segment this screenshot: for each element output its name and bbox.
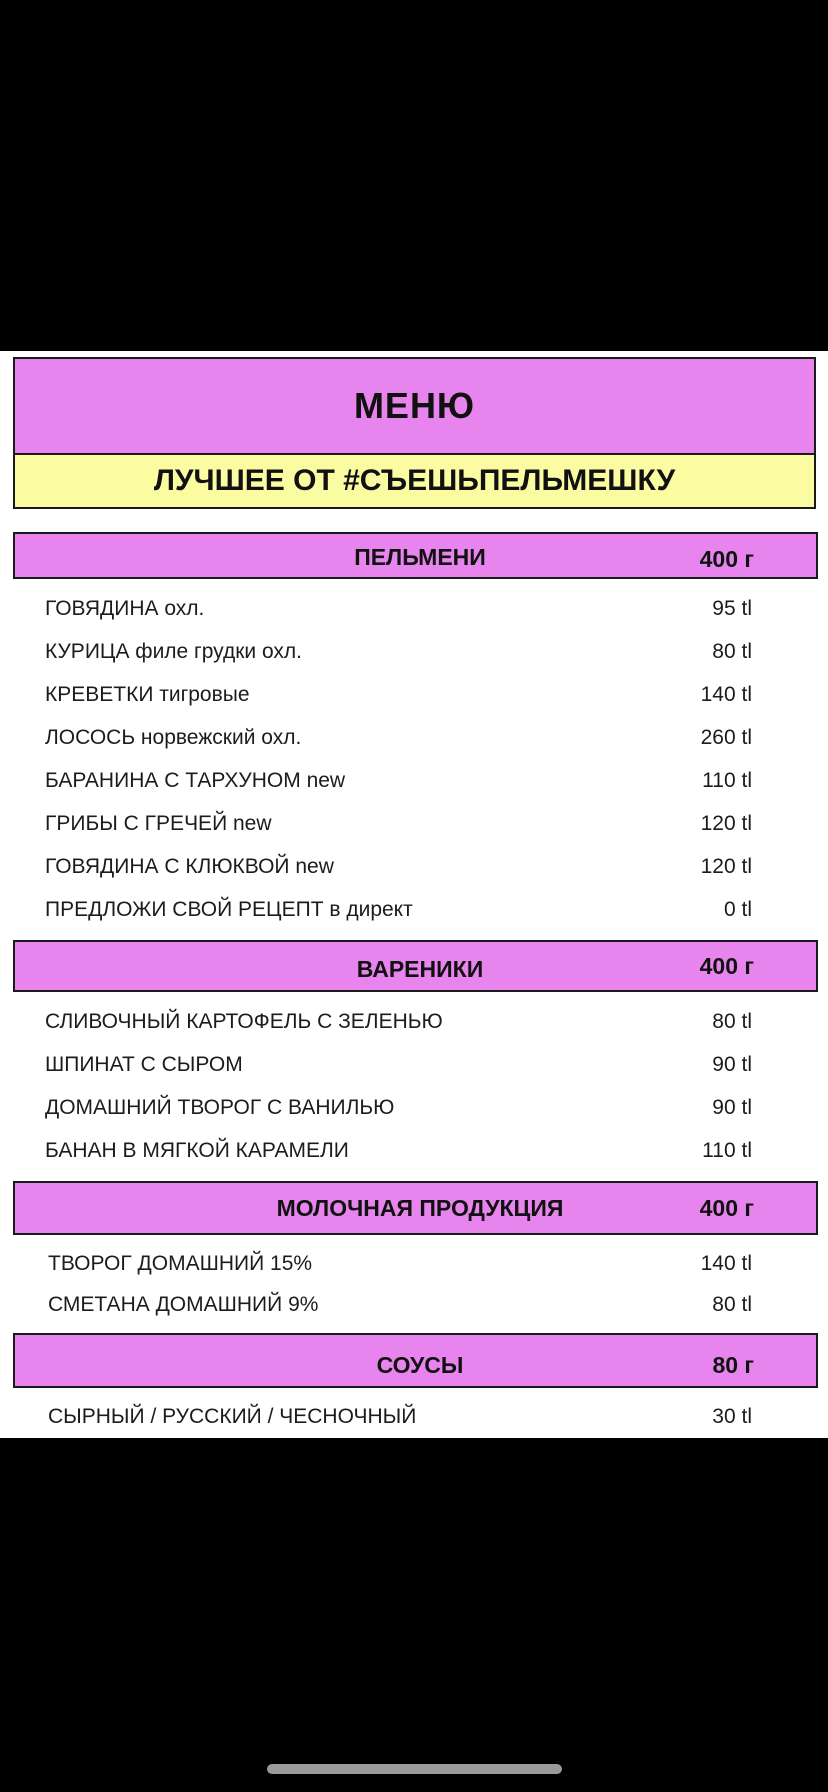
item-name: ДОМАШНИЙ ТВОРОГ С ВАНИЛЬЮ — [45, 1096, 395, 1119]
item-name: ГОВЯДИНА С КЛЮКВОЙ new — [45, 855, 334, 878]
item-name: КУРИЦА филе грудки охл. — [45, 640, 303, 663]
section-title: МОЛОЧНАЯ ПРОДУКЦИЯ — [276, 1195, 564, 1221]
section-header-dairy — [13, 1181, 818, 1235]
item-name: СМЕТАНА ДОМАШНИЙ 9% — [48, 1293, 319, 1316]
item-price: 120 tl — [700, 812, 752, 835]
item-price: 95 tl — [712, 597, 752, 620]
section-weight: 400 г — [699, 1195, 754, 1221]
item-name: ШПИНАТ С СЫРОМ — [45, 1053, 243, 1076]
menu-item — [0, 1252, 828, 1282]
section-weight: 80 г — [712, 1352, 754, 1378]
item-name: БАНАН В МЯГКОЙ КАРАМЕЛИ — [45, 1139, 349, 1162]
section-weight: 400 г — [699, 546, 754, 572]
menu-title-box — [13, 357, 816, 455]
section-header-pelmeni — [13, 532, 818, 579]
menu-item — [0, 640, 828, 670]
home-indicator[interactable] — [267, 1764, 562, 1774]
section-header-sauces — [13, 1333, 818, 1388]
item-name: СЛИВОЧНЫЙ КАРТОФЕЛЬ С ЗЕЛЕНЬЮ — [45, 1010, 443, 1033]
item-name: ЛОСОСЬ норвежский охл. — [45, 726, 302, 749]
item-name: ТВОРОГ ДОМАШНИЙ 15% — [48, 1252, 313, 1275]
menu-item — [0, 769, 828, 799]
menu-item — [0, 597, 828, 627]
item-price: 110 tl — [702, 769, 752, 792]
section-title: ПЕЛЬМЕНИ — [354, 544, 486, 570]
menu-item — [0, 1010, 828, 1040]
menu-item — [0, 812, 828, 842]
item-price: 0 tl — [723, 898, 752, 921]
menu-item — [0, 1096, 828, 1126]
menu-subtitle: ЛУЧШЕЕ ОТ #СЪЕШЬПЕЛЬМЕШКУ — [153, 464, 676, 497]
item-price: 80 tl — [712, 640, 752, 663]
item-name: БАРАНИНА С ТАРХУНОМ new — [45, 769, 346, 792]
menu-item — [0, 683, 828, 713]
menu-item — [0, 726, 828, 756]
section-title: СОУСЫ — [376, 1352, 464, 1378]
menu-item — [0, 855, 828, 885]
item-price: 90 tl — [712, 1053, 752, 1076]
menu-title: МЕНЮ — [353, 385, 476, 426]
item-price: 110 tl — [702, 1139, 752, 1162]
menu-item — [0, 1139, 828, 1169]
menu-item — [0, 1053, 828, 1083]
item-price: 140 tl — [700, 1252, 752, 1275]
section-title: ВАРЕНИКИ — [356, 956, 484, 982]
item-price: 140 tl — [700, 683, 752, 706]
menu-item — [0, 1293, 828, 1323]
section-header-vareniki — [13, 940, 818, 992]
item-price: 80 tl — [712, 1010, 752, 1033]
item-price: 90 tl — [712, 1096, 752, 1119]
item-price: 260 tl — [700, 726, 752, 749]
menu-subtitle-box — [13, 453, 816, 509]
item-name: ГОВЯДИНА охл. — [45, 597, 205, 620]
item-price: 120 tl — [700, 855, 752, 878]
item-name: КРЕВЕТКИ тигровые — [45, 683, 250, 706]
menu-item — [0, 1405, 828, 1435]
menu-image — [0, 351, 828, 1438]
item-name: ПРЕДЛОЖИ СВОЙ РЕЦЕПТ в директ — [45, 898, 413, 921]
section-weight: 400 г — [699, 953, 754, 979]
item-price: 30 tl — [712, 1405, 752, 1428]
menu-item — [0, 898, 828, 928]
item-name: СЫРНЫЙ / РУССКИЙ / ЧЕСНОЧНЫЙ — [48, 1405, 417, 1428]
item-price: 80 tl — [712, 1293, 752, 1316]
item-name: ГРИБЫ С ГРЕЧЕЙ new — [45, 812, 272, 835]
